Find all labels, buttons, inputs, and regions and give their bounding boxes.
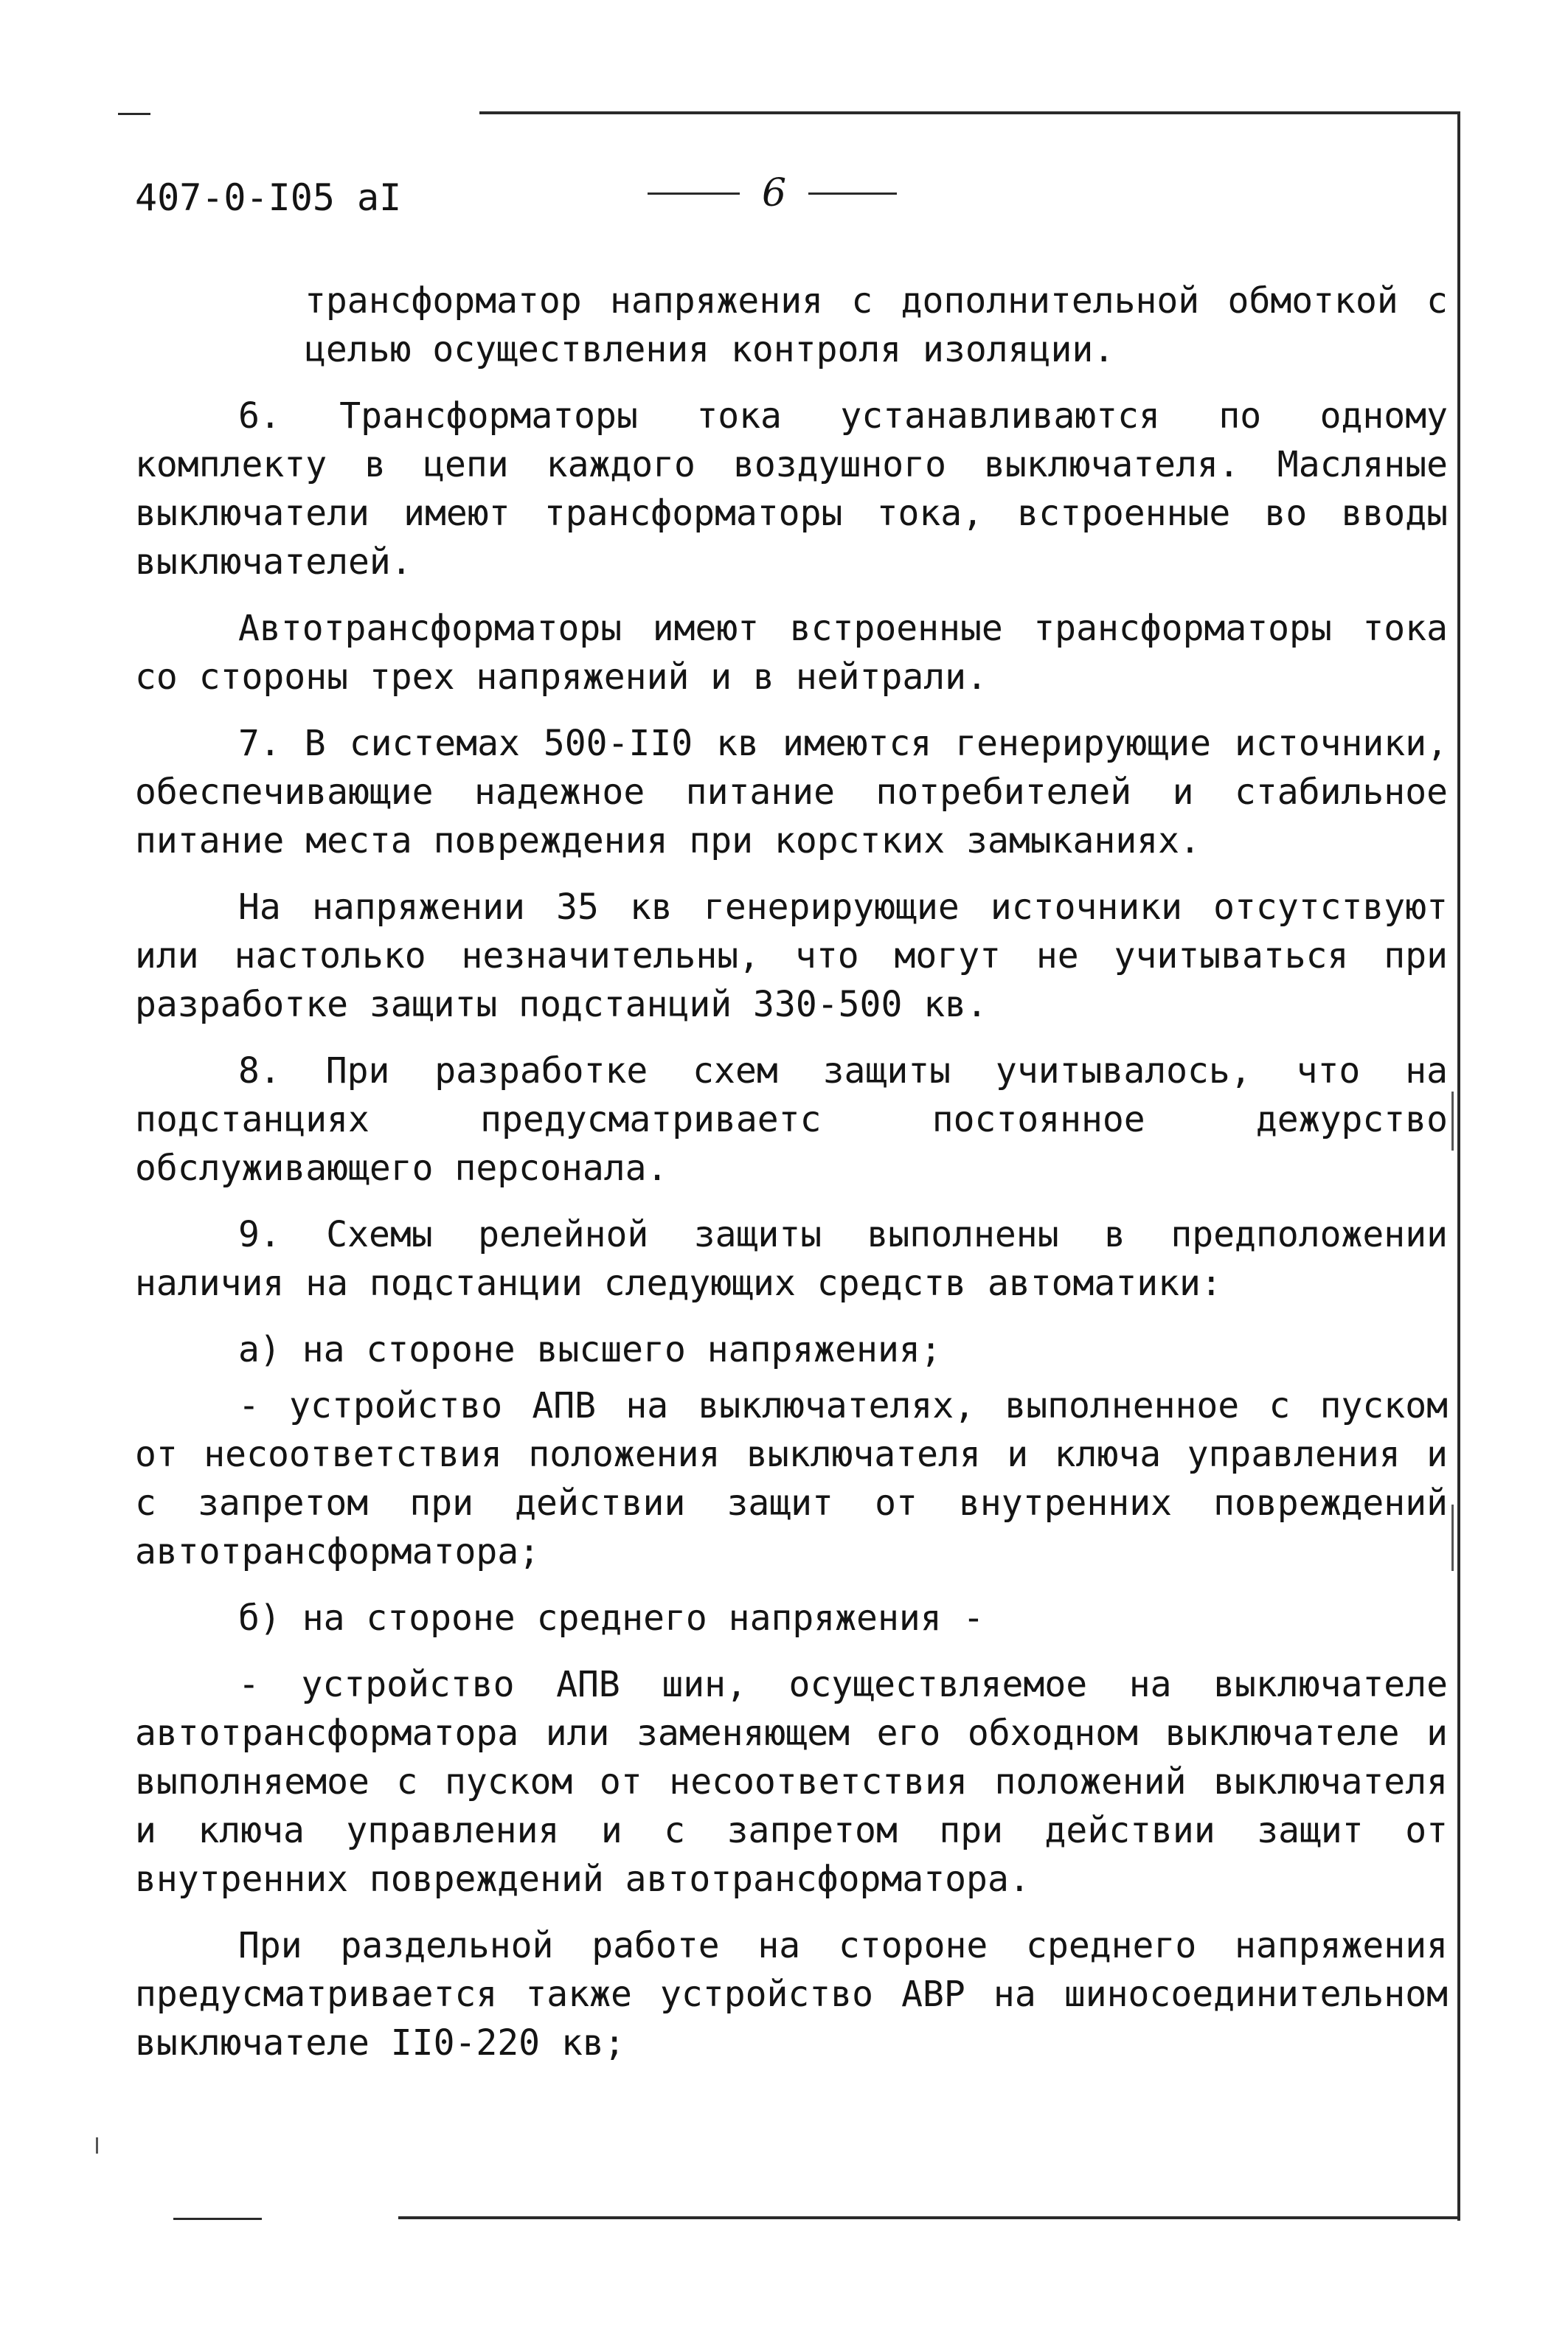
margin-mark — [96, 2137, 98, 2154]
list-heading: а) на стороне высшего напряжения; — [238, 1329, 942, 1370]
paragraph: 7. В системах 500-II0 кв имеются генерирующие источники, обеспечивающие надежное питание потребителей и стабильное питание места повреждения при корстких замыканиях. — [135, 723, 1448, 861]
paragraph: 8. При разработке схем защиты учитывалось, что на подстанциях предусматриваетс постоянное дежурство обслуживающего персонала. — [135, 1050, 1448, 1189]
frame-top-line-left — [118, 113, 150, 115]
list-item: - устройство АПВ на выключателях, выполненное с пуском от несоответствия положения выключателя и ключа управления и с запретом при действии защит от внутренних повреждений автотрансформатора; — [135, 1385, 1448, 1572]
paragraph: 6. Трансформаторы тока устанавливаются по одному комплекту в цепи каждого воздушного выключателя. Масляные выключатели имеют трансформаторы тока, встроенные во вводы выключателей. — [135, 395, 1448, 583]
frame-top-line — [479, 111, 1460, 114]
margin-mark — [1451, 1505, 1454, 1571]
frame-bottom-line-left — [173, 2218, 262, 2220]
document-code: 407-0-I05 aI — [135, 176, 402, 219]
paragraph: При раздельной работе на стороне среднего напряжения предусматривается также устройство АВР на шиносоединительном выключателе II0-220 кв; — [135, 1925, 1448, 2064]
page-number-block — [648, 171, 897, 215]
page-number-dash-right — [808, 192, 897, 195]
paragraph: трансформатор напряжения с дополнительной обмоткой с целью осуществления контроля изоляции. — [305, 280, 1448, 370]
frame-right-line — [1457, 111, 1460, 2221]
margin-mark — [1451, 1092, 1454, 1151]
frame-bottom-line — [398, 2216, 1460, 2219]
list-heading: б) на стороне среднего напряжения - — [238, 1598, 985, 1639]
page-number-dash-left — [648, 192, 740, 195]
paragraph: 9. Схемы релейной защиты выполнены в предположении наличия на подстанции следующих средств автоматики: — [135, 1214, 1448, 1304]
paragraph: На напряжении 35 кв генерирующие источники отсутствуют или настолько незначительны, что могут не учитываться при разработке защиты подстанций 330-500 кв. — [135, 887, 1448, 1025]
document-body — [135, 277, 1448, 2085]
paragraph: Автотрансформаторы имеют встроенные трансформаторы тока со стороны трех напряжений и в нейтрали. — [135, 608, 1448, 698]
page-number: 6 — [762, 171, 787, 215]
list-item: - устройство АПВ шин, осуществляемое на выключателе автотрансформатора или заменяющем его обходном выключателе и выполняемое с пуском от несоответствия положений выключателя и ключа управления и с запретом при действии защит от внутренних повреждений автотрансформатора. — [135, 1664, 1448, 1900]
